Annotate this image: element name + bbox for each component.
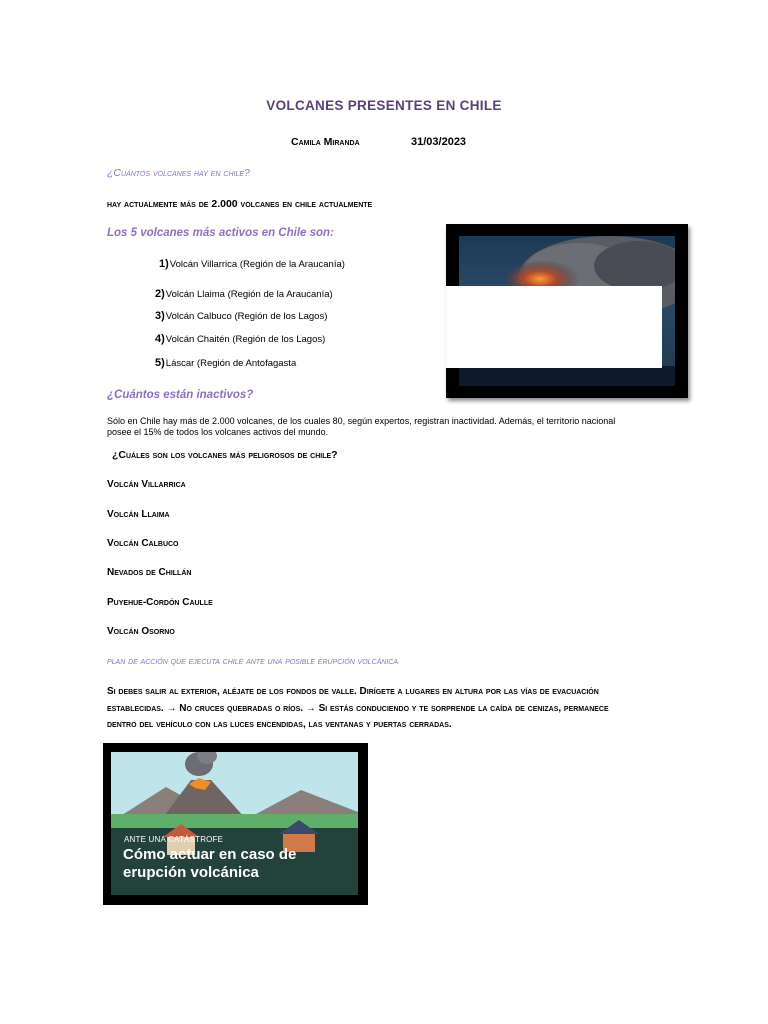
inactive-paragraph-line-2: posee el 15% de todos los volcanes activos del mundo. xyxy=(107,427,329,437)
dangerous-item: Puyehue-Cordón Caulle xyxy=(107,597,213,608)
plan-paragraph xyxy=(107,684,677,734)
dangerous-item: Volcán Llaima xyxy=(107,509,170,520)
photo-overlay xyxy=(446,286,662,368)
active-volcanoes-heading: Los 5 volcanes más activos en Chile son: xyxy=(107,227,334,239)
video-title-line-1: Cómo actuar en caso de xyxy=(123,846,297,863)
dangerous-heading: ¿Cuáles son los volcanes más peligrosos de chile? xyxy=(112,449,338,461)
document-date: 31/03/2023 xyxy=(411,136,467,148)
inactive-heading: ¿Cuántos están inactivos? xyxy=(107,389,254,401)
inactive-paragraph-line-1: Sólo en Chile hay más de 2.000 volcanes, de los cuales 80, según expertos, registran inactividad. Además, el territorio nacional xyxy=(107,416,616,426)
document-title: VOLCANES PRESENTES EN CHILE xyxy=(266,98,502,113)
plan-line-1: Si debes salir al exterior, aléjate de los fondos de valle. Dirígete a lugares en altura por las vías de evacuación xyxy=(107,686,599,697)
list-item: 5)Láscar (Región de Antofagasta xyxy=(155,357,297,369)
plan-line-3: dentro del vehículo con las luces encendidas, las ventanas y puertas cerradas. xyxy=(107,719,452,730)
list-item: 2)Volcán Llaima (Región de la Araucanía) xyxy=(155,288,333,300)
dangerous-item: Volcán Calbuco xyxy=(107,538,179,549)
list-item: 3)Volcán Calbuco (Región de los Lagos) xyxy=(155,310,328,322)
plan-heading: plan de acción que ejecuta chile ante una posible erupción volcánica xyxy=(107,656,398,667)
question-how-many: ¿Cuántos volcanes hay en chile? xyxy=(107,167,250,179)
video-title-line-2: erupción volcánica xyxy=(123,864,259,881)
dangerous-item: Volcán Osorno xyxy=(107,626,175,637)
dangerous-item: Volcán Villarrica xyxy=(107,479,186,490)
author-name: Camila Miranda xyxy=(291,136,360,148)
video-title xyxy=(123,846,343,882)
dangerous-item: Nevados de Chillán xyxy=(107,567,192,578)
plan-line-2: establecidas. → No cruces quebradas o ríos. → Si estás conduciendo y te sorprende la caída de cenizas, permanece xyxy=(107,702,609,714)
list-item: 4)Volcán Chaitén (Región de los Lagos) xyxy=(155,333,326,345)
video-subtitle: ANTE UNA CATÁSTROFE xyxy=(124,835,224,844)
answer-how-many: hay actualmente más de 2.000 volcanes en chile actualmente xyxy=(107,198,373,210)
list-item: 1)Volcán Villarrica (Región de la Araucanía) xyxy=(159,258,345,270)
